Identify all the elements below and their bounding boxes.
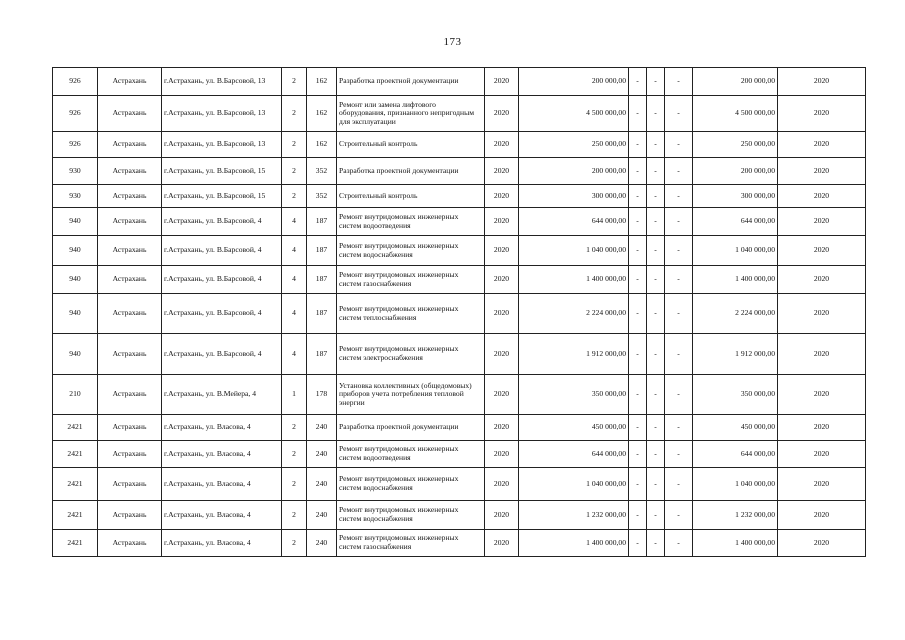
cell-floors: 2 [282, 530, 307, 557]
cell-floors: 4 [282, 334, 307, 375]
cell-fund-3: - [665, 468, 693, 501]
cell-work-type: Ремонт внутридомовых инженерных систем водоотведения [337, 441, 485, 468]
cell-house-id: 2421 [53, 501, 98, 530]
cell-completion-year: 2020 [778, 294, 866, 334]
cell-floors: 2 [282, 68, 307, 96]
cell-fund-2: - [647, 208, 665, 236]
cell-completion-year: 2020 [778, 132, 866, 158]
cell-fund-2: - [647, 415, 665, 441]
cell-apartments: 240 [307, 441, 337, 468]
cell-address: г.Астрахань, ул. Власова, 4 [162, 441, 282, 468]
cell-city: Астрахань [98, 334, 162, 375]
table-row [53, 185, 866, 208]
cell-apartments: 187 [307, 334, 337, 375]
cell-city: Астрахань [98, 236, 162, 266]
cell-fund-2: - [647, 236, 665, 266]
cell-fund-3: - [665, 96, 693, 132]
capital-repair-table [52, 67, 866, 557]
cell-cost: 350 000,00 [519, 375, 629, 415]
cell-apartments: 187 [307, 208, 337, 236]
cell-work-type: Ремонт или замена лифтового оборудования, признанного непригодным для эксплуатации [337, 96, 485, 132]
table-row [53, 68, 866, 96]
cell-fund-1: - [629, 158, 647, 185]
cell-year: 2020 [485, 208, 519, 236]
cell-city: Астрахань [98, 132, 162, 158]
cell-house-id: 926 [53, 68, 98, 96]
cell-apartments: 240 [307, 501, 337, 530]
cell-year: 2020 [485, 185, 519, 208]
cell-fund-1: - [629, 208, 647, 236]
cell-fund-1: - [629, 334, 647, 375]
table-row [53, 501, 866, 530]
cell-cost: 644 000,00 [519, 441, 629, 468]
cell-city: Астрахань [98, 415, 162, 441]
table-row [53, 334, 866, 375]
cell-completion-year: 2020 [778, 441, 866, 468]
cell-completion-year: 2020 [778, 68, 866, 96]
table-row [53, 96, 866, 132]
cell-floors: 2 [282, 158, 307, 185]
cell-city: Астрахань [98, 441, 162, 468]
cell-apartments: 240 [307, 530, 337, 557]
cell-fund-3: - [665, 441, 693, 468]
cell-work-type: Разработка проектной документации [337, 415, 485, 441]
cell-fund-1: - [629, 375, 647, 415]
cell-fund-3: - [665, 294, 693, 334]
cell-apartments: 162 [307, 68, 337, 96]
cell-floors: 4 [282, 266, 307, 294]
cell-total: 644 000,00 [693, 208, 778, 236]
cell-fund-2: - [647, 375, 665, 415]
cell-total: 450 000,00 [693, 415, 778, 441]
cell-floors: 2 [282, 415, 307, 441]
cell-fund-1: - [629, 132, 647, 158]
cell-fund-3: - [665, 132, 693, 158]
cell-completion-year: 2020 [778, 530, 866, 557]
cell-fund-2: - [647, 334, 665, 375]
cell-year: 2020 [485, 334, 519, 375]
cell-house-id: 926 [53, 132, 98, 158]
cell-fund-3: - [665, 375, 693, 415]
cell-house-id: 926 [53, 96, 98, 132]
cell-apartments: 240 [307, 415, 337, 441]
cell-work-type: Ремонт внутридомовых инженерных систем водоснабжения [337, 236, 485, 266]
cell-floors: 2 [282, 501, 307, 530]
cell-cost: 200 000,00 [519, 158, 629, 185]
cell-total: 1 912 000,00 [693, 334, 778, 375]
cell-completion-year: 2020 [778, 158, 866, 185]
cell-work-type: Разработка проектной документации [337, 68, 485, 96]
cell-house-id: 930 [53, 158, 98, 185]
cell-city: Астрахань [98, 530, 162, 557]
table-row [53, 158, 866, 185]
cell-year: 2020 [485, 501, 519, 530]
cell-city: Астрахань [98, 68, 162, 96]
cell-fund-1: - [629, 501, 647, 530]
cell-address: г.Астрахань, ул. Власова, 4 [162, 501, 282, 530]
cell-address: г.Астрахань, ул. В.Барсовой, 4 [162, 294, 282, 334]
cell-completion-year: 2020 [778, 468, 866, 501]
cell-cost: 1 232 000,00 [519, 501, 629, 530]
cell-fund-1: - [629, 441, 647, 468]
cell-cost: 250 000,00 [519, 132, 629, 158]
table-row [53, 441, 866, 468]
cell-house-id: 2421 [53, 441, 98, 468]
cell-cost: 1 400 000,00 [519, 266, 629, 294]
cell-city: Астрахань [98, 266, 162, 294]
cell-year: 2020 [485, 132, 519, 158]
cell-house-id: 210 [53, 375, 98, 415]
cell-fund-2: - [647, 68, 665, 96]
cell-floors: 2 [282, 468, 307, 501]
table-row [53, 236, 866, 266]
cell-fund-1: - [629, 294, 647, 334]
cell-total: 644 000,00 [693, 441, 778, 468]
cell-address: г.Астрахань, ул. В.Барсовой, 4 [162, 334, 282, 375]
cell-total: 2 224 000,00 [693, 294, 778, 334]
cell-fund-2: - [647, 96, 665, 132]
cell-house-id: 940 [53, 266, 98, 294]
cell-cost: 2 224 000,00 [519, 294, 629, 334]
cell-completion-year: 2020 [778, 334, 866, 375]
cell-year: 2020 [485, 236, 519, 266]
cell-year: 2020 [485, 294, 519, 334]
cell-address: г.Астрахань, ул. В.Барсовой, 13 [162, 96, 282, 132]
cell-fund-1: - [629, 96, 647, 132]
cell-apartments: 162 [307, 96, 337, 132]
cell-floors: 2 [282, 441, 307, 468]
cell-total: 1 400 000,00 [693, 530, 778, 557]
cell-house-id: 930 [53, 185, 98, 208]
cell-address: г.Астрахань, ул. В.Барсовой, 4 [162, 208, 282, 236]
cell-city: Астрахань [98, 158, 162, 185]
table-row [53, 294, 866, 334]
cell-city: Астрахань [98, 208, 162, 236]
cell-completion-year: 2020 [778, 185, 866, 208]
cell-work-type: Ремонт внутридомовых инженерных систем теплоснабжения [337, 294, 485, 334]
cell-fund-1: - [629, 185, 647, 208]
cell-fund-3: - [665, 236, 693, 266]
cell-completion-year: 2020 [778, 375, 866, 415]
cell-work-type: Ремонт внутридомовых инженерных систем водоотведения [337, 208, 485, 236]
cell-work-type: Ремонт внутридомовых инженерных систем газоснабжения [337, 266, 485, 294]
cell-completion-year: 2020 [778, 236, 866, 266]
cell-fund-3: - [665, 530, 693, 557]
table-row [53, 415, 866, 441]
cell-house-id: 2421 [53, 415, 98, 441]
cell-fund-2: - [647, 501, 665, 530]
cell-fund-2: - [647, 132, 665, 158]
cell-cost: 450 000,00 [519, 415, 629, 441]
table-row [53, 530, 866, 557]
cell-address: г.Астрахань, ул. В.Мейера, 4 [162, 375, 282, 415]
cell-work-type: Установка коллективных (общедомовых) приборов учета потребления тепловой энергии [337, 375, 485, 415]
cell-apartments: 352 [307, 158, 337, 185]
cell-year: 2020 [485, 68, 519, 96]
cell-city: Астрахань [98, 468, 162, 501]
cell-address: г.Астрахань, ул. В.Барсовой, 4 [162, 236, 282, 266]
cell-city: Астрахань [98, 96, 162, 132]
cell-total: 1 040 000,00 [693, 468, 778, 501]
cell-fund-1: - [629, 415, 647, 441]
cell-fund-2: - [647, 294, 665, 334]
cell-cost: 1 400 000,00 [519, 530, 629, 557]
cell-fund-3: - [665, 415, 693, 441]
cell-work-type: Ремонт внутридомовых инженерных систем водоснабжения [337, 501, 485, 530]
cell-year: 2020 [485, 468, 519, 501]
cell-house-id: 2421 [53, 468, 98, 501]
table-row [53, 266, 866, 294]
cell-fund-3: - [665, 266, 693, 294]
cell-completion-year: 2020 [778, 208, 866, 236]
cell-total: 1 040 000,00 [693, 236, 778, 266]
cell-fund-2: - [647, 441, 665, 468]
cell-fund-3: - [665, 501, 693, 530]
table-row [53, 375, 866, 415]
cell-house-id: 940 [53, 236, 98, 266]
cell-work-type: Разработка проектной документации [337, 158, 485, 185]
cell-fund-1: - [629, 468, 647, 501]
cell-fund-1: - [629, 236, 647, 266]
table-row [53, 132, 866, 158]
cell-apartments: 162 [307, 132, 337, 158]
cell-floors: 2 [282, 132, 307, 158]
cell-address: г.Астрахань, ул. В.Барсовой, 15 [162, 185, 282, 208]
cell-address: г.Астрахань, ул. В.Барсовой, 13 [162, 132, 282, 158]
page-number: 173 [443, 36, 462, 48]
cell-year: 2020 [485, 441, 519, 468]
cell-year: 2020 [485, 266, 519, 294]
cell-floors: 4 [282, 208, 307, 236]
cell-address: г.Астрахань, ул. Власова, 4 [162, 415, 282, 441]
cell-floors: 2 [282, 185, 307, 208]
table-row [53, 468, 866, 501]
cell-completion-year: 2020 [778, 266, 866, 294]
cell-apartments: 352 [307, 185, 337, 208]
cell-house-id: 940 [53, 208, 98, 236]
cell-total: 250 000,00 [693, 132, 778, 158]
cell-city: Астрахань [98, 185, 162, 208]
cell-floors: 4 [282, 294, 307, 334]
cell-work-type: Ремонт внутридомовых инженерных систем водоснабжения [337, 468, 485, 501]
cell-address: г.Астрахань, ул. В.Барсовой, 4 [162, 266, 282, 294]
cell-year: 2020 [485, 415, 519, 441]
cell-year: 2020 [485, 375, 519, 415]
cell-fund-2: - [647, 158, 665, 185]
cell-completion-year: 2020 [778, 501, 866, 530]
table-row [53, 208, 866, 236]
cell-address: г.Астрахань, ул. В.Барсовой, 15 [162, 158, 282, 185]
cell-apartments: 187 [307, 294, 337, 334]
cell-cost: 1 912 000,00 [519, 334, 629, 375]
cell-fund-3: - [665, 158, 693, 185]
cell-total: 300 000,00 [693, 185, 778, 208]
cell-apartments: 240 [307, 468, 337, 501]
cell-fund-2: - [647, 185, 665, 208]
cell-fund-3: - [665, 185, 693, 208]
cell-cost: 1 040 000,00 [519, 468, 629, 501]
cell-total: 1 232 000,00 [693, 501, 778, 530]
cell-fund-3: - [665, 68, 693, 96]
cell-completion-year: 2020 [778, 96, 866, 132]
cell-cost: 200 000,00 [519, 68, 629, 96]
cell-completion-year: 2020 [778, 415, 866, 441]
cell-fund-2: - [647, 266, 665, 294]
cell-address: г.Астрахань, ул. В.Барсовой, 13 [162, 68, 282, 96]
cell-house-id: 940 [53, 334, 98, 375]
cell-work-type: Ремонт внутридомовых инженерных систем газоснабжения [337, 530, 485, 557]
cell-fund-1: - [629, 266, 647, 294]
cell-address: г.Астрахань, ул. Власова, 4 [162, 530, 282, 557]
cell-work-type: Ремонт внутридомовых инженерных систем электроснабжения [337, 334, 485, 375]
cell-year: 2020 [485, 96, 519, 132]
cell-fund-1: - [629, 68, 647, 96]
cell-total: 200 000,00 [693, 158, 778, 185]
cell-fund-3: - [665, 208, 693, 236]
cell-year: 2020 [485, 158, 519, 185]
cell-total: 4 500 000,00 [693, 96, 778, 132]
cell-house-id: 940 [53, 294, 98, 334]
cell-fund-2: - [647, 468, 665, 501]
cell-apartments: 187 [307, 236, 337, 266]
cell-city: Астрахань [98, 375, 162, 415]
cell-fund-3: - [665, 334, 693, 375]
cell-floors: 1 [282, 375, 307, 415]
cell-work-type: Строительный контроль [337, 132, 485, 158]
cell-total: 350 000,00 [693, 375, 778, 415]
cell-work-type: Строительный контроль [337, 185, 485, 208]
cell-floors: 2 [282, 96, 307, 132]
cell-floors: 4 [282, 236, 307, 266]
cell-city: Астрахань [98, 501, 162, 530]
cell-apartments: 187 [307, 266, 337, 294]
cell-cost: 300 000,00 [519, 185, 629, 208]
cell-apartments: 178 [307, 375, 337, 415]
cell-fund-1: - [629, 530, 647, 557]
cell-fund-2: - [647, 530, 665, 557]
cell-cost: 1 040 000,00 [519, 236, 629, 266]
cell-total: 1 400 000,00 [693, 266, 778, 294]
cell-address: г.Астрахань, ул. Власова, 4 [162, 468, 282, 501]
cell-house-id: 2421 [53, 530, 98, 557]
cell-total: 200 000,00 [693, 68, 778, 96]
cell-cost: 644 000,00 [519, 208, 629, 236]
cell-city: Астрахань [98, 294, 162, 334]
cell-year: 2020 [485, 530, 519, 557]
cell-cost: 4 500 000,00 [519, 96, 629, 132]
